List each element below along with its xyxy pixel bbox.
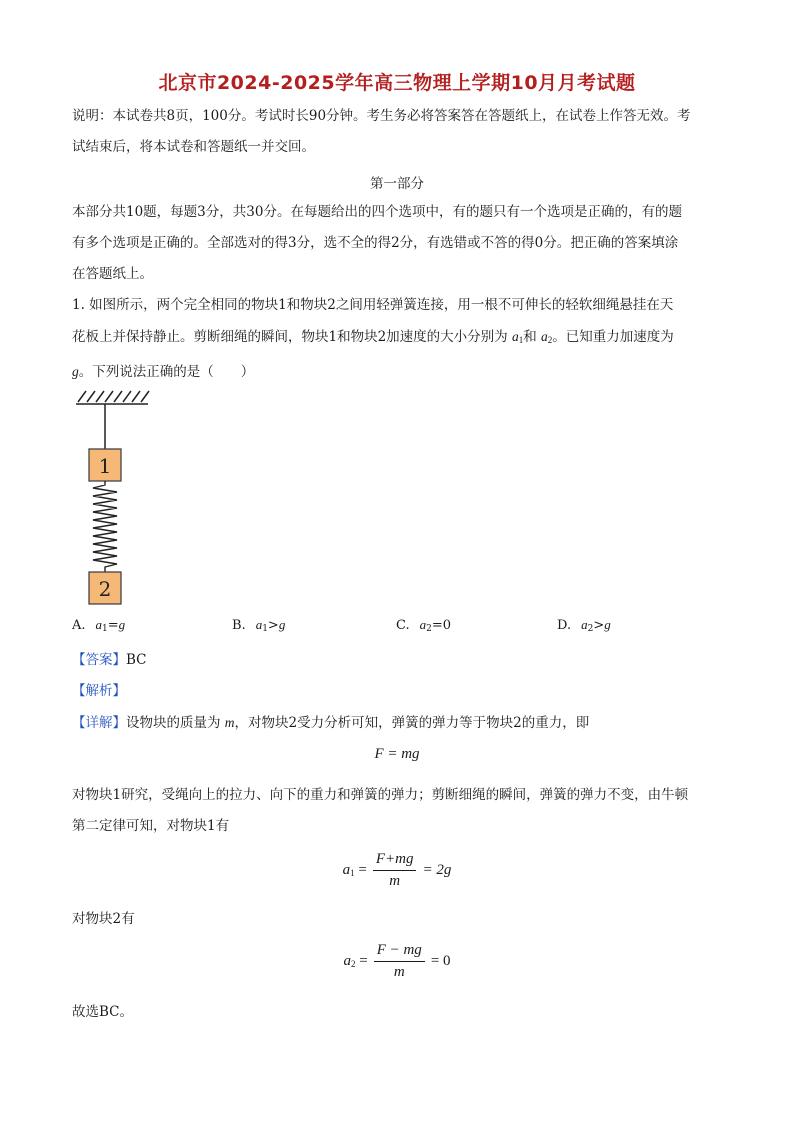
option-c[interactable] <box>396 617 451 634</box>
option-a-val: g <box>118 617 126 632</box>
formula-a2-fraction <box>374 942 425 981</box>
answer-options <box>72 617 720 641</box>
option-a-rel: = <box>107 618 119 633</box>
option-a[interactable] <box>72 617 125 634</box>
formula-a1-lhs: $a_1$ = <box>342 862 367 878</box>
answer-line <box>72 645 720 676</box>
option-c-var: a <box>419 617 427 632</box>
formula-a2-lhs-sub: 2 <box>350 959 356 969</box>
formula-a1-rhs: = 2g <box>422 862 452 878</box>
question-line-2-text: 花板上并保持静止。剪断细绳的瞬间，物块1和物块2加速度的大小分别为 <box>72 329 512 345</box>
conclusion: 故选BC。 <box>72 1004 134 1020</box>
option-b-letter: B. <box>232 618 246 633</box>
answer-value: BC <box>126 652 147 668</box>
instructions-line-1: 说明：本试卷共8页，100分。考试时长90分钟。考生务必将答案答在答题纸上，在试卷上作答无效。考 <box>72 108 691 124</box>
var-a1 <box>512 329 523 344</box>
formula-a1-lhs-sub: 1 <box>350 868 355 878</box>
formula-a1 <box>0 851 794 890</box>
formula-a1-row <box>343 851 452 890</box>
instructions-line-2: 试结束后，将本试卷和答题纸一并交回。 <box>72 139 315 155</box>
option-d-val: g <box>604 617 611 632</box>
detail-line-1-text-a: 设物块的质量为 <box>126 715 225 731</box>
formula-a1-lhs-symbol: a <box>342 862 351 878</box>
var-a2 <box>541 329 552 344</box>
question-line-3-text: 。下列说法正确的是（ ） <box>78 364 255 380</box>
section-intro-line-1: 本部分共10题，每题3分，共30分。在每题给出的四个选项中，有的题只有一个选项是正确的，有的题 <box>72 204 682 220</box>
spring <box>93 481 117 572</box>
option-a-var: a <box>95 617 103 632</box>
analysis-heading <box>72 676 720 707</box>
formula-a2-rhs: = 0 <box>430 953 451 969</box>
section-intro-line-2: 有多个选项是正确的。全部选对的得3分，选不全的得2分，有选错或不答的得0分。把正确的答案填涂 <box>72 235 679 251</box>
var-a1-subscript: 1 <box>518 335 524 345</box>
option-d-var: a <box>581 617 588 632</box>
spring-blocks-figure <box>70 386 160 610</box>
formula-a2-lhs-symbol: a <box>343 953 351 969</box>
question-line-1: 1. 如图所示，两个完全相同的物块1和物块2之间用轻弹簧连接，用一根不可伸长的轻软细绳悬挂在天 <box>72 297 674 313</box>
detail-line-1-text-b: ，对物块2受力分析可知，弹簧的弹力等于物块2的重力，即 <box>234 715 590 731</box>
formula-a1-fraction <box>373 851 417 890</box>
question-line-3 <box>72 356 720 388</box>
question-line-2-tail: 。已知重力加速度为 <box>552 329 674 345</box>
option-d[interactable] <box>557 617 611 634</box>
question-line-2 <box>72 321 720 356</box>
var-a1-symbol: a <box>511 329 519 344</box>
option-b-sub: 1 <box>262 624 268 634</box>
option-d-rel: > <box>593 618 605 633</box>
option-c-sub: 2 <box>426 624 432 634</box>
analysis-tag: 【解析】 <box>72 683 126 699</box>
detail-tag: 【详解】 <box>72 715 126 731</box>
var-a2-symbol: a <box>541 329 548 344</box>
option-d-letter: D. <box>557 618 572 633</box>
detail-line-1 <box>72 707 720 739</box>
detail-line-4: 对物块2有 <box>72 911 135 927</box>
formula-a2-lhs: $a_2$ = <box>343 953 368 969</box>
block-2-label: 2 <box>98 577 112 601</box>
formula-a2-denominator: m <box>393 964 405 980</box>
question-line-2-and: 和 <box>523 329 542 345</box>
var-g: g <box>72 364 79 379</box>
formula-a1-denominator: m <box>389 873 401 889</box>
question-1-stem <box>72 290 720 388</box>
option-b-val: g <box>278 617 286 632</box>
option-a-letter: A. <box>72 618 86 633</box>
option-c-letter: C. <box>396 618 410 633</box>
section-intro <box>72 197 720 290</box>
section-intro-line-3: 在答题纸上。 <box>72 266 153 282</box>
detail-line-3: 第二定律可知，对物块1有 <box>72 818 230 834</box>
option-c-rel: = <box>431 618 443 633</box>
option-b[interactable] <box>232 617 285 634</box>
instructions <box>72 101 720 163</box>
section-heading: 第一部分 <box>370 176 424 192</box>
option-b-rel: > <box>267 618 279 633</box>
var-a2-subscript: 2 <box>547 335 553 345</box>
ceiling-hatch <box>76 391 149 404</box>
formula-a2-numerator: F − mg <box>374 942 425 962</box>
formula-a1-numerator: F+mg <box>373 851 417 871</box>
answer-tag: 【答案】 <box>72 652 126 668</box>
formula-f-equals-mg: F = mg <box>374 746 420 762</box>
page-title: 北京市2024-2025学年高三物理上学期10月月考试题 <box>158 72 636 94</box>
detail-line-2: 对物块1研究，受绳向上的拉力、向下的重力和弹簧的弹力；剪断细绳的瞬间，弹簧的弹力不变，由牛顿 <box>72 787 689 803</box>
formula-a2-row <box>343 942 450 981</box>
block-1-label: 1 <box>98 454 112 478</box>
option-b-var: a <box>255 617 263 632</box>
option-c-val: 0 <box>442 618 452 633</box>
var-m: m <box>224 715 235 730</box>
option-d-sub: 2 <box>587 624 594 634</box>
option-a-sub: 1 <box>102 624 108 634</box>
detail-paragraph-2 <box>72 780 720 842</box>
formula-a2 <box>0 942 794 981</box>
